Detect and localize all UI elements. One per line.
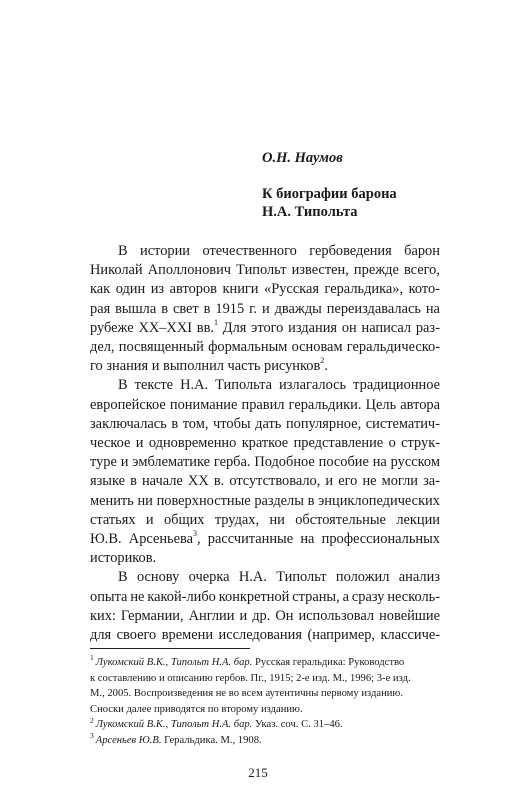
author-name: О.Н. Наумов	[262, 150, 343, 166]
body-line: дел, посвященный формальным основам геральдическо-	[90, 339, 440, 355]
title-line-1: К биографии барона	[262, 186, 397, 202]
footnote-line: Сноски далее приводятся по второму изданию.	[90, 703, 303, 715]
body-line: В истории отечественного гербоведения барон	[118, 243, 440, 259]
footnote-divider	[90, 648, 250, 649]
footnote-line: $^3$ Арсеньев Ю.В. Геральдика. М., 1908.	[90, 731, 262, 746]
body-line: ких: Германии, Англии и др. Он использовал новейшие	[90, 607, 440, 624]
footnote-line: к составлению и описанию гербов. Пг., 1915; 2-е изд. М., 1996; 3-е изд.	[90, 672, 411, 684]
body-line: заключалась в том, чтобы дать популярное, систематич-	[90, 415, 440, 432]
body-line: рубеже XX–XXI вв.$^1$ Для этого издания он написал раз-	[90, 318, 440, 336]
page-number: 215	[248, 765, 268, 780]
footnote-ref: 1	[213, 318, 218, 327]
body-line: опыта не какой-либо конкретной страны, а сразу несколь-	[90, 588, 440, 605]
body-line: историков.	[90, 550, 157, 567]
footnote-line: $^1$ Лукомский В.К., Типольт Н.А. бар. Русская геральдика: Руководство	[90, 653, 405, 668]
body-line: Ю.В. Арсеньева$^3$, рассчитанные на профессиональных	[90, 529, 440, 547]
body-line: как один из авторов книги «Русская геральдика», кото-	[90, 281, 440, 298]
article-title	[262, 185, 397, 221]
body-line: менить ни поверхностные разделы в энциклопедических	[90, 492, 440, 509]
footnote-ref: 3	[192, 529, 197, 539]
body-line: В основу очерка Н.А. Типольт положил анализ	[118, 569, 440, 586]
body-line: европейское понимание правил геральдики. Цель автора	[90, 396, 440, 413]
body-line: для своего времени исследования (например, классиче-	[90, 627, 440, 643]
body-line: Николай Аполлонович Типольт известен, прежде всего,	[90, 262, 440, 279]
body-line: ческое и одновременно краткое представление о струк-	[90, 435, 440, 451]
body-line: В тексте Н.А. Типольта излагалось традиционное	[118, 377, 440, 394]
body-line: рая вышла в свет в 1915 г. и дважды переиздавалась на	[90, 300, 440, 317]
body-line: статьях и общих трудах, ни обстоятельные лекции	[90, 511, 440, 528]
footnote-line: М., 2005. Воспроизведения не во всем аутентичны первому изданию.	[90, 688, 403, 700]
body-line: го знания и выполнил часть рисунков$^2$.	[90, 356, 328, 375]
body-line: туре и эмблематике герба. Подобное пособие на русском	[90, 454, 440, 471]
footnote-line: $^2$ Лукомский В.К., Типольт Н.А. бар. Указ. соч. С. 31–46.	[90, 715, 343, 731]
title-line-2: Н.А. Типольта	[262, 204, 358, 220]
footnote-ref: 2	[320, 356, 325, 366]
body-line: языке в начале XX в. отсутствовало, и его не могли за-	[90, 473, 440, 490]
